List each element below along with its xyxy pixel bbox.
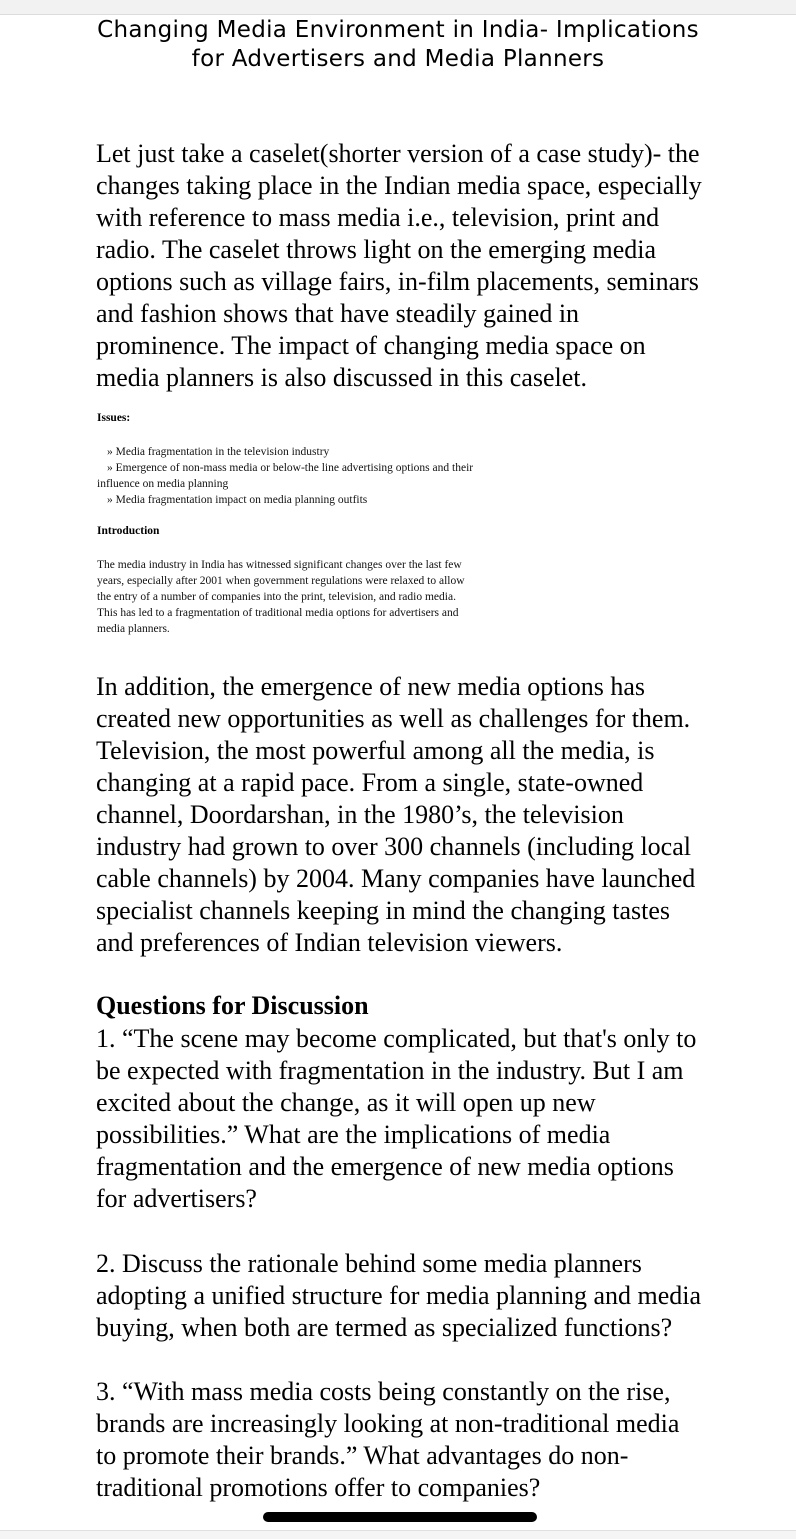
text-line: traditional promotions offer to companies? — [96, 1473, 541, 1502]
question-1 — [96, 1023, 736, 1215]
text-line: adopting a unified structure for media planning and media — [96, 1281, 702, 1310]
text-line: fragmentation and the emergence of new media options — [96, 1152, 674, 1181]
page-title — [60, 16, 736, 74]
text-line: buying, when both are termed as specialized functions? — [96, 1313, 673, 1342]
addition-paragraph — [96, 671, 736, 959]
title-line: for Advertisers and Media Planners — [191, 46, 605, 72]
issue-item: » Media fragmentation in the television industry — [107, 446, 330, 458]
text-line: changes taking place in the Indian media space, especially — [96, 171, 702, 200]
text-line: and preferences of Indian television viewers. — [96, 928, 563, 957]
text-line: cable channels) by 2004. Many companies have launched — [96, 864, 696, 893]
text-line: to promote their brands.” What advantages do non- — [96, 1441, 629, 1470]
text-line: This has led to a fragmentation of traditional media options for advertisers and — [97, 607, 459, 619]
top-bar — [0, 0, 796, 15]
text-line: 3. “With mass media costs being constantly on the rise, — [96, 1377, 671, 1406]
intro-paragraph — [96, 138, 736, 394]
home-indicator[interactable] — [263, 1512, 537, 1522]
title-line: Changing Media Environment in India- Implications — [97, 17, 699, 43]
text-line: industry had grown to over 300 channels (including local — [96, 832, 691, 861]
text-line: possibilities.” What are the implications of media — [96, 1120, 611, 1149]
text-line: specialist channels keeping in mind the changing tastes — [96, 896, 671, 925]
issue-item: » Emergence of non-mass media or below-the line advertising options and their — [107, 462, 474, 474]
issue-item: » Media fragmentation impact on media planning outfits — [107, 494, 368, 506]
text-line: and fashion shows that have steadily gained in — [96, 299, 580, 328]
issue-item: influence on media planning — [97, 478, 229, 490]
text-line: 2. Discuss the rationale behind some media planners — [96, 1249, 642, 1278]
text-line: years, especially after 2001 when government regulations were relaxed to allow — [97, 575, 465, 587]
text-line: the entry of a number of companies into the print, television, and radio media. — [97, 591, 456, 603]
text-line: Let just take a caselet(shorter version of a case study)- the — [96, 139, 700, 168]
text-line: options such as village fairs, in-film placements, seminars — [96, 267, 699, 296]
text-line: for advertisers? — [96, 1184, 257, 1213]
text-line: In addition, the emergence of new media options has — [96, 672, 645, 701]
text-line: brands are increasingly looking at non-traditional media — [96, 1409, 680, 1438]
issues-list — [97, 444, 547, 508]
introduction-heading: Introduction — [97, 525, 160, 537]
text-line: excited about the change, as it will open up new — [96, 1088, 596, 1117]
question-3 — [96, 1376, 736, 1504]
text-line: with reference to mass media i.e., television, print and — [96, 203, 660, 232]
introduction-paragraph — [97, 557, 547, 637]
text-line: 1. “The scene may become complicated, but that's only to — [96, 1024, 697, 1053]
question-2 — [96, 1248, 736, 1344]
text-line: The media industry in India has witnessed significant changes over the last few — [97, 559, 462, 571]
text-line: media planners. — [97, 623, 170, 635]
text-line: channel, Doordarshan, in the 1980’s, the television — [96, 800, 624, 829]
text-line: Television, the most powerful among all the media, is — [96, 736, 655, 765]
text-line: be expected with fragmentation in the industry. But I am — [96, 1056, 684, 1085]
text-line: prominence. The impact of changing media space on — [96, 331, 646, 360]
issues-heading: Issues: — [97, 412, 131, 424]
text-line: radio. The caselet throws light on the emerging media — [96, 235, 657, 264]
questions-heading: Questions for Discussion — [96, 991, 369, 1020]
text-line: media planners is also discussed in this caselet. — [96, 363, 588, 392]
text-line: changing at a rapid pace. From a single, state-owned — [96, 768, 644, 797]
text-line: created new opportunities as well as challenges for them. — [96, 704, 691, 733]
